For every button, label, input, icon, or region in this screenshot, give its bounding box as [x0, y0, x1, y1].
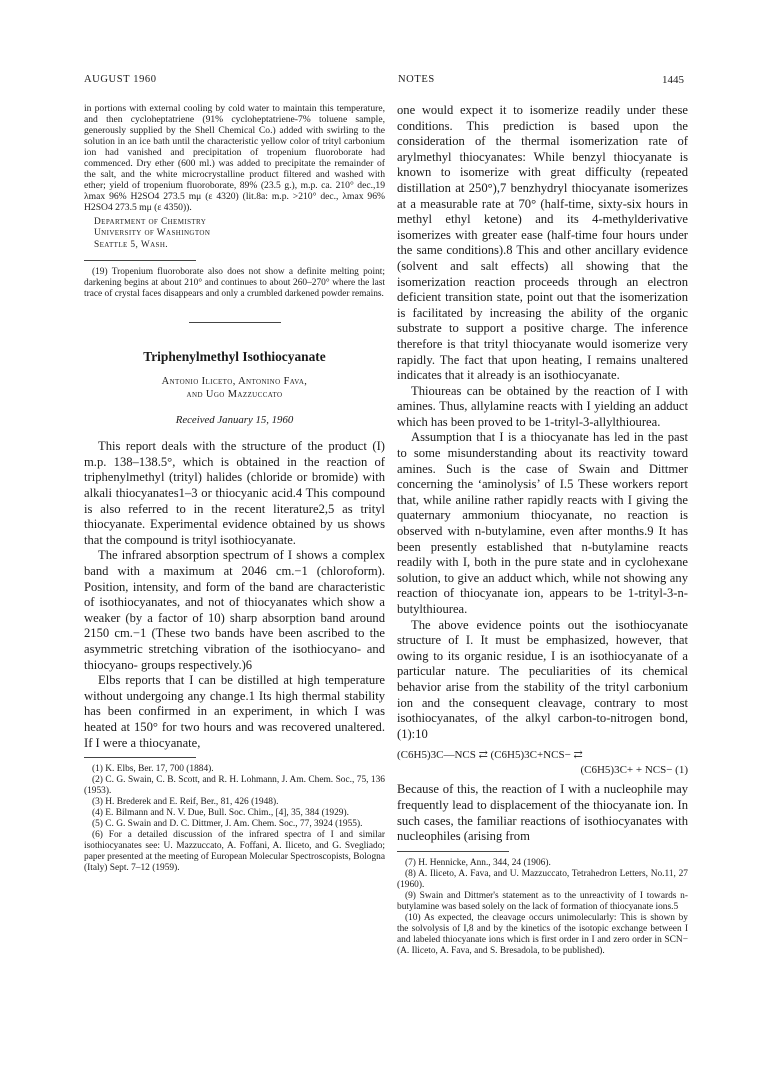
equation-line: (C6H5)3C—NCS ⇄ (C6H5)3C+NCS− ⇄: [397, 749, 583, 762]
affiliation-line: Department of Chemistry: [94, 217, 207, 227]
footnote-divider: [84, 260, 196, 261]
body-paragraph: Because of this, the reaction of I with a nucleophile may frequently lead to displacement of the thiocyanate ion. In such cases, the familiar reactions of isothiocyanates with nucleophiles (arising from: [397, 782, 688, 844]
footnote: (6) For a detailed discussion of the infrared spectra of I and similar isothiocyanates see: U. Mazzuccato, A. Foffani, A. Iliceto, and G. Svegliado; paper presented at the meeting of European Molecular Spectroscopists, Bologna (Italy) Sept. 7–12 (1959).: [84, 830, 385, 874]
header-section: NOTES: [398, 74, 435, 85]
footnote: (1) K. Elbs, Ber. 17, 700 (1884).: [92, 764, 214, 775]
footnote: (10) As expected, the cleavage occurs unimolecularly: This is shown by the solvolysis of I,8 and by the kinetics of the isotopic exchange between I and labeled thiocyanate ions which is first order in I and zero order in SCN− (A. Iliceto, A. Fava, and S. Bresadola, to be published).: [397, 912, 688, 956]
footnote-block: [84, 267, 385, 300]
affiliation-line: University of Washington: [94, 228, 211, 239]
footnote: (7) H. Hennicke, Ann., 344, 24 (1906).: [405, 857, 551, 868]
article-title: Triphenylmethyl Isothiocyanate: [143, 349, 326, 365]
body-paragraph: Thioureas can be obtained by the reaction of I with amines. Thus, allylamine reacts with I yielding an adduct which has been proved to be 1-trityl-3-allylthiourea.: [397, 383, 688, 429]
article-divider: [189, 322, 281, 323]
footnote-19: (19) Tropenium fluoroborate also does not show a definite melting point; darkening begins at about 210° and continues to about 260–270° where the last trace of crystal faces disappears and only a crumbled darkened powder remains.: [84, 267, 385, 300]
header-date: AUGUST 1960: [84, 74, 157, 85]
body-paragraph: The infrared absorption spectrum of I shows a complex band with a maximum at 2046 cm.−1 (chloroform). Position, intensity, and form of the band are characteristic of isothiocyanates, and not of thiocyanates which show a weaker (by a factor of 10) sharp absorption band around 2150 cm.−1 (These two bands have been ascribed to the asymmetric stretching vibration of the isothiocyano- and thiocyano- groups respectively.)6: [84, 548, 385, 672]
authors-line: Antonio Iliceto, Antonino Fava,: [161, 376, 308, 388]
footnote: (8) A. Iliceto, A. Fava, and U. Mazzuccato, Tetrahedron Letters, No.11, 27 (1960).: [397, 868, 688, 890]
right-column: [397, 103, 688, 957]
authors-line: and Ugo Mazzuccato: [186, 389, 283, 401]
footnote: (5) C. G. Swain and D. C. Dittmer, J. Am. Chem. Soc., 77, 3924 (1955).: [92, 819, 363, 830]
affiliation-block: [84, 217, 385, 251]
footnote: (9) Swain and Dittmer's statement as to the unreactivity of I towards n-butylamine was based solely on the lack of formation of thiocyanate ions.5: [397, 890, 688, 912]
page-number: 1445: [662, 74, 684, 86]
authors: [84, 375, 385, 401]
footnotes-left: [84, 764, 385, 874]
footnotes-right: [397, 858, 688, 957]
equation-1: [397, 748, 688, 778]
footnote: (4) E. Bilmann and N. V. Due, Bull. Soc. Chim., [4], 35, 384 (1929).: [92, 808, 349, 819]
footnote: (3) H. Brederek and E. Reif, Ber., 81, 426 (1948).: [92, 797, 279, 808]
footnote-divider: [397, 851, 509, 852]
continued-experimental-paragraph: in portions with external cooling by cold water to maintain this temperature, and then cycloheptatriene (91% cycloheptatriene-7% toluene sample, generously supplied by the Shell Chemical Co.) added with swirling to the solution in an ice bath until the characteristic yellow color of trityl carbonium ion had vanished and precipitation of tropenium fluoroborate had commenced. Dry ether (600 ml.) was added to precipitate the remainder of the salt, and the white microcrystalline product filtered and washed with ether; yield of tropenium fluoroborate, 89% (23.5 g.), m.p. ca. 210° dec.,19 λmax 96% H2SO4 273.5 mμ (ε 4320) (lit.8a: m.p. >210° dec., λmax 96% H2SO4 273.5 mμ (ε 4350)).: [84, 103, 385, 213]
affiliation-line: Seattle 5, Wash.: [94, 239, 169, 250]
body-paragraph: Elbs reports that I can be distilled at high temperature without undergoing any change.1 Its high thermal stability has been confirmed in an experiment, in which I was heated at 150° for two hours and was recovered unaltered. If I were a thiocyanate,: [84, 673, 385, 750]
received-date: Received January 15, 1960: [175, 414, 294, 427]
equation-line: (C6H5)3C+ + NCS− (1): [580, 764, 688, 777]
body-paragraph: This report deals with the structure of the product (I) m.p. 138–138.5°, which is obtained in the reaction of triphenylmethyl (trityl) halides (chloride or bromide) with alkali thiocyanates1–3 or thiocyanic acid.4 This compound is also referred to in the recent literature2,5 as trityl thiocyanate. Experimental evidence obtained by us shows that the compound is trityl isothiocyanate.: [84, 439, 385, 547]
footnote-divider: [84, 757, 196, 758]
body-paragraph: one would expect it to isomerize readily under these conditions. This prediction is based upon the consideration of the thermal isomerization rate of arylmethyl thiocyanates: While benzyl thiocyanate is known to isomerize with great difficulty (repeated distillation at 250°),7 benzhydryl thiocyanate isomerizes at a measurable rate at 70° (half-time, sixty-six hours in methyl ethyl ketone) and its 4-methylderivative isomerizes with greater ease (half-time four hours under the same conditions).8 This and other ancillary evidence (solvent and salt effects) all showing that the isomerization reaction proceeds through an electron deficient transition state, point out that the isomerization is facilitated by increasing the ability of the organic substrate to support a positive charge. The inference therefore is that trityl thiocyanate would isomerize very rapidly. The fact that upon heating, I remains unaltered indicates that it already is an isothiocyanate.: [397, 103, 688, 383]
left-column: [84, 103, 385, 874]
body-paragraph: Assumption that I is a thiocyanate has led in the past to some misunderstanding about its reactivity toward amines. Such is the case of Swain and Dittmer concerning the ‘aminolysis’ of I.5 These workers report that, while aniline rather rapidly reacts with I giving the quaternary ammonium thiocyanate, no reaction is observed with n-butylamine, even after months.9 It has been presently established that n-butylamine reacts readily with I, both in the pure state and in cyclohexane solution, to give an adduct which, while not showing any reaction of thiocyanate ion, appears to be 1-trityl-3-n-butylthiourea.: [397, 430, 688, 616]
running-header: [84, 74, 684, 88]
body-paragraph: The above evidence points out the isothiocyanate structure of I. It must be emphasized, however, that owing to its organic residue, I is an isothiocyanate of a particular nature. The peculiarities of its chemical behavior arise from the stability of the trityl carbonium ion and the consequent cleavage, contrary to most isothiocyanates, of the alkyl carbon-to-nitrogen bond, (1):10: [397, 617, 688, 741]
footnote: (2) C. G. Swain, C. B. Scott, and R. H. Lohmann, J. Am. Chem. Soc., 75, 136 (1953).: [84, 775, 385, 797]
